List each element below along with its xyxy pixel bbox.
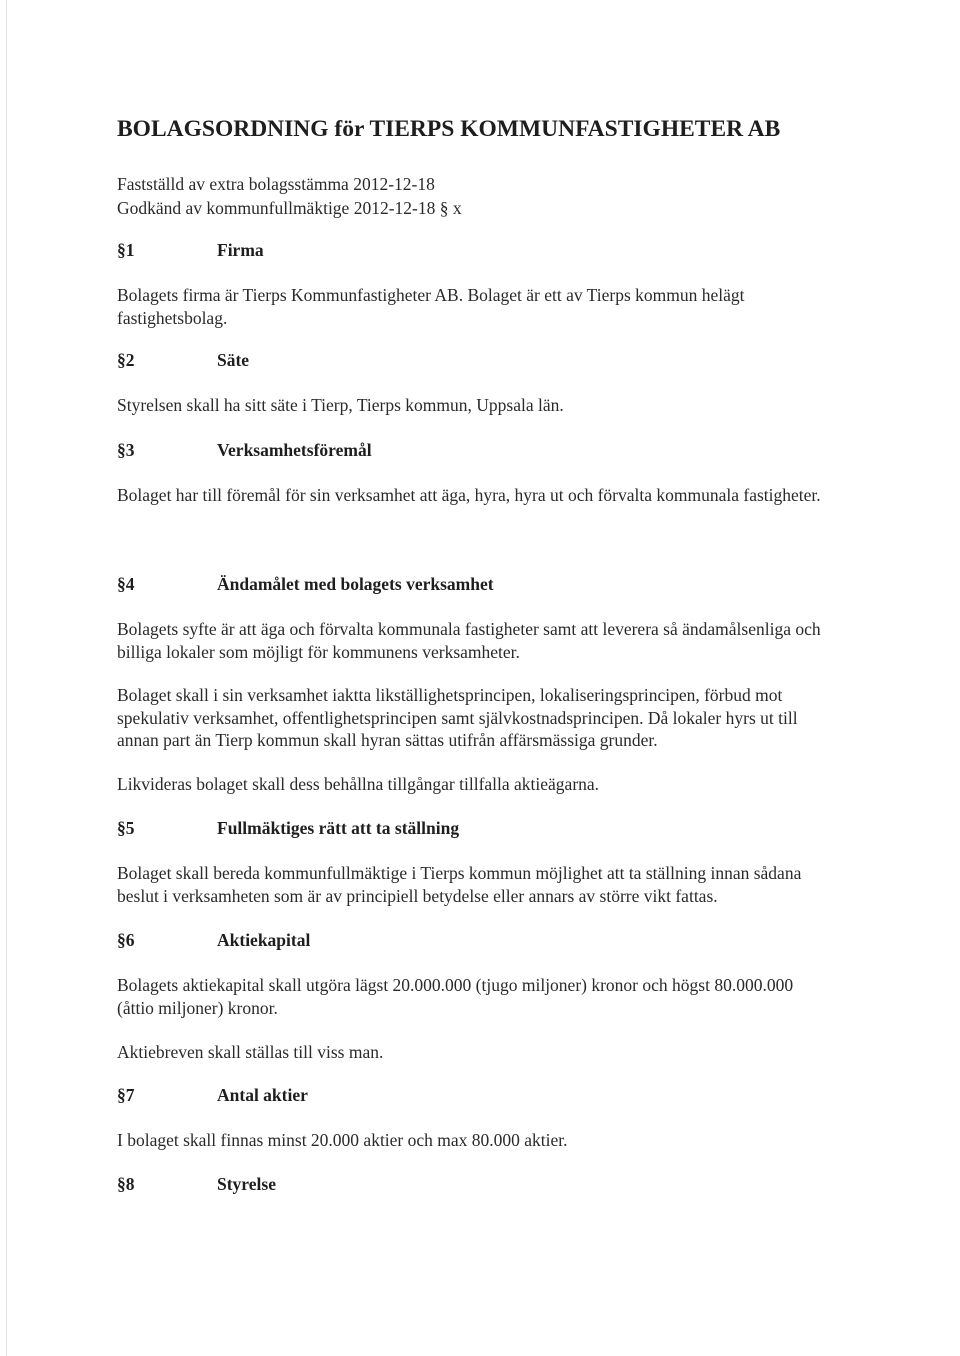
section-4-number: §4 (117, 574, 135, 594)
section-2-title: Säte (217, 350, 250, 370)
page-edge-line (6, 0, 7, 1356)
section-4-paragraph-3: Likvideras bolaget skall dess behållna tillgångar tillfalla aktieägarna. (117, 774, 600, 794)
section-7-number: §7 (117, 1085, 135, 1105)
section-3-paragraph: Bolaget har till föremål för sin verksamhet att äga, hyra, hyra ut och förvalta kommunala fastigheter. (117, 485, 821, 505)
section-1-heading (117, 240, 264, 261)
section-6-number: §6 (117, 930, 135, 950)
section-6-heading (117, 930, 310, 951)
section-4-paragraph-2: Bolaget skall i sin verksamhet iaktta likställighetsprincipen, lokaliseringsprincipen, förbud mot spekulativ verksamhet, offentlighetsprincipen samt självkostnadsprincipen. Då lokaler hyrs ut till annan part än Tierp kommun skall hyran sättas utifrån affärsmässiga grunder. (117, 685, 798, 750)
section-5-number: §5 (117, 818, 135, 838)
document-title: BOLAGSORDNING för TIERPS KOMMUNFASTIGHETER AB (117, 116, 781, 142)
section-4-paragraph-1: Bolagets syfte är att äga och förvalta kommunala fastigheter samt att leverera så ändamålsenliga och billiga lokaler som möjligt för kommunens verksamheter. (117, 619, 821, 662)
section-6-paragraph-1: Bolagets aktiekapital skall utgöra lägst 20.000.000 (tjugo miljoner) kronor och högst 80.000.000 (åttio miljoner) kronor. (117, 975, 794, 1018)
section-5-heading (117, 818, 459, 839)
section-8-title: Styrelse (217, 1174, 276, 1194)
approval-line: Godkänd av kommunfullmäktige 2012-12-18 § x (117, 198, 462, 218)
section-3-title: Verksamhetsföremål (217, 440, 372, 460)
section-2-heading (117, 350, 249, 371)
section-5-paragraph: Bolaget skall bereda kommunfullmäktige i Tierps kommun möjlighet att ta ställning innan sådana beslut i verksamheten som är av principiell betydelse eller annars av större vikt fattas. (117, 863, 802, 906)
section-8-number: §8 (117, 1174, 135, 1194)
section-1-title: Firma (217, 240, 264, 260)
adoption-line: Fastställd av extra bolagsstämma 2012-12-18 (117, 174, 435, 194)
section-4-title: Ändamålet med bolagets verksamhet (217, 574, 494, 594)
section-6-title: Aktiekapital (217, 930, 311, 950)
section-2-number: §2 (117, 350, 135, 370)
section-8-heading (117, 1174, 276, 1195)
section-7-paragraph: I bolaget skall finnas minst 20.000 aktier och max 80.000 aktier. (117, 1130, 568, 1150)
section-7-title: Antal aktier (217, 1085, 308, 1105)
section-7-heading (117, 1085, 308, 1106)
section-3-heading (117, 440, 372, 461)
section-1-number: §1 (117, 240, 135, 260)
section-3-number: §3 (117, 440, 135, 460)
section-2-paragraph: Styrelsen skall ha sitt säte i Tierp, Tierps kommun, Uppsala län. (117, 395, 564, 415)
section-6-paragraph-2: Aktiebreven skall ställas till viss man. (117, 1042, 384, 1062)
section-5-title: Fullmäktiges rätt att ta ställning (217, 818, 460, 838)
section-4-heading (117, 574, 494, 595)
section-1-paragraph: Bolagets firma är Tierps Kommunfastigheter AB. Bolaget är ett av Tierps kommun helägt fastighetsbolag. (117, 285, 745, 328)
